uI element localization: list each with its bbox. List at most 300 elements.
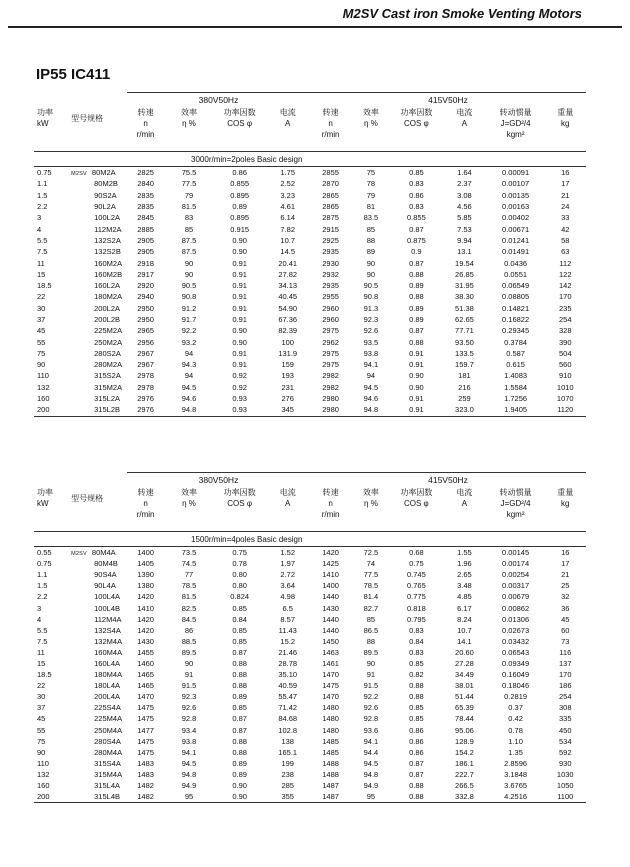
cell-efficiency-415: 93.8 (363, 348, 379, 358)
cell-efficiency-380: 94.8 (181, 769, 197, 779)
cell-speed-415: 2980 (322, 394, 339, 404)
cell-powerfactor-380: 0.91 (232, 269, 247, 279)
cell-current-415: 323.0 (455, 405, 474, 415)
cell-current-380: 4.98 (280, 592, 296, 602)
cell-powerfactor-380: 0.89 (232, 202, 247, 212)
cell-motor-type: 315L2A (94, 394, 120, 404)
cell-speed-380: 2825 (137, 168, 154, 178)
col-speed-380-header (127, 487, 164, 532)
cell-current-380: 14.5 (280, 247, 296, 257)
cell-speed-380: 1405 (137, 559, 154, 569)
cell-motor-type: 112M2A (94, 224, 122, 234)
cell-efficiency-380: 93.8 (181, 736, 197, 746)
col-powerfactor-380-header (214, 107, 266, 152)
cell-power-kw: 75 (37, 348, 46, 358)
cell-efficiency-380: 81.5 (181, 592, 197, 602)
cell-efficiency-380: 94.6 (181, 394, 197, 404)
col-powerfactor-415-header-line: 功率因数 (400, 488, 433, 497)
cell-weight: 390 (559, 337, 572, 347)
cell-current-380: 1.75 (280, 168, 296, 178)
voltage-380-label: 380V50Hz (127, 473, 310, 488)
table-row (34, 791, 586, 803)
cell-efficiency-415: 75 (366, 168, 376, 178)
col-current-415-header (442, 107, 486, 152)
table-bottom-rule-cell (34, 803, 586, 805)
cell-powerfactor-415: 0.85 (409, 168, 424, 178)
col-current-415-header-line: A (461, 119, 468, 128)
table-row (34, 614, 586, 625)
cell-current-380: 3.64 (280, 581, 296, 591)
table-4pole (34, 472, 586, 804)
table-row (34, 591, 586, 602)
cell-inertia: 0.06549 (502, 281, 530, 291)
table-row (34, 569, 586, 580)
cell-motor-type (69, 547, 127, 559)
cell-speed-380: 2950 (137, 303, 154, 313)
cell-powerfactor-415: 0.91 (409, 394, 424, 404)
col-powerfactor-380-header-line: COS φ (227, 119, 253, 128)
cell-weight: 24 (561, 202, 570, 212)
cell-efficiency-415: 88 (366, 235, 376, 245)
cell-powerfactor-415: 0.85 (409, 714, 424, 724)
cell-speed-380: 1420 (137, 614, 154, 624)
cell-speed-380: 2976 (137, 405, 154, 415)
cell-current-380: 2.52 (280, 179, 296, 189)
cell-motor-type: 225M4A (94, 714, 123, 724)
cell-speed-415: 1487 (322, 781, 339, 791)
title-divider (8, 26, 622, 28)
table-row (34, 558, 586, 569)
col-type-header-line: 型号规格 (71, 114, 104, 123)
cell-speed-415: 2865 (322, 202, 339, 212)
cell-current-415: 34.49 (455, 670, 474, 680)
cell-efficiency-380: 87.5 (181, 247, 197, 257)
cell-current-380: 34.13 (278, 281, 298, 291)
cell-current-415: 27.28 (455, 658, 474, 668)
col-speed-380-header-line: n (143, 119, 148, 128)
cell-efficiency-380: 89.5 (181, 647, 197, 657)
table-row (34, 636, 586, 647)
cell-current-380: 71.42 (278, 703, 298, 713)
cell-efficiency-415: 89 (366, 247, 376, 257)
cell-speed-415: 2975 (322, 326, 339, 336)
cell-inertia: 0.00174 (502, 559, 530, 569)
cell-power-kw: 22 (37, 681, 46, 691)
cell-speed-415: 2935 (322, 281, 339, 291)
cell-powerfactor-415: 0.88 (409, 269, 424, 279)
cell-current-380: 231 (281, 382, 294, 392)
cell-speed-380: 2956 (137, 337, 154, 347)
cell-speed-380: 1455 (137, 647, 154, 657)
col-inertia-header (487, 107, 545, 152)
col-efficiency-380-header (164, 487, 214, 532)
cell-speed-415: 1470 (322, 670, 339, 680)
col-speed-380-header (127, 107, 164, 152)
cell-inertia: 4.2516 (504, 792, 528, 802)
cell-speed-380: 1460 (137, 658, 154, 668)
cell-powerfactor-380: 0.91 (232, 292, 247, 302)
cell-current-380: 1.97 (280, 559, 296, 569)
cell-motor-type: 280M4A (94, 747, 123, 757)
cell-powerfactor-415: 0.86 (409, 725, 424, 735)
cell-powerfactor-380: 0.88 (232, 736, 247, 746)
cell-inertia: 0.2819 (504, 692, 528, 702)
cell-weight: 235 (559, 303, 572, 313)
cell-powerfactor-380: 0.86 (232, 168, 247, 178)
cell-efficiency-380: 94.8 (181, 405, 197, 415)
cell-powerfactor-415: 0.83 (409, 179, 424, 189)
col-powerfactor-380-header-line: 功率因数 (223, 488, 256, 497)
cell-current-380: 355 (281, 792, 294, 802)
cell-weight: 254 (559, 315, 572, 324)
cell-powerfactor-415: 0.82 (409, 670, 424, 680)
cell-efficiency-415: 83.5 (363, 213, 379, 223)
col-efficiency-380-header-line: 效率 (181, 488, 198, 497)
col-weight-header-line: kg (561, 499, 570, 508)
cell-current-415: 20.60 (455, 647, 474, 657)
table-row (34, 336, 586, 347)
cell-powerfactor-415: 0.88 (409, 681, 424, 691)
col-efficiency-380-header-line: η % (182, 119, 196, 128)
cell-efficiency-380: 77 (184, 570, 194, 580)
cell-powerfactor-380: 0.87 (232, 714, 247, 724)
cell-motor-type: 315S4A (94, 758, 121, 768)
cell-current-415: 19.54 (455, 258, 474, 268)
cell-motor-type: 132S4A (94, 625, 121, 635)
cell-efficiency-415: 94.5 (363, 382, 379, 392)
cell-inertia: 1.10 (508, 736, 523, 746)
table-row (34, 580, 586, 591)
cell-powerfactor-380: 0.91 (232, 315, 247, 324)
cell-efficiency-380: 84.5 (181, 614, 197, 624)
cell-power-kw: 37 (37, 703, 46, 713)
cell-efficiency-415: 90 (366, 269, 376, 279)
cell-powerfactor-380: 0.85 (232, 625, 247, 635)
cell-current-380: 7.82 (280, 224, 296, 234)
cell-speed-415: 1488 (322, 758, 339, 768)
cell-speed-415: 2960 (322, 303, 339, 313)
cell-efficiency-380: 73.5 (181, 548, 197, 558)
col-speed-415-header (310, 107, 351, 152)
cell-speed-415: 1463 (322, 647, 339, 657)
cell-powerfactor-415: 0.745 (406, 570, 426, 580)
cell-current-415: 38.30 (455, 292, 474, 302)
cell-efficiency-415: 93.6 (363, 725, 379, 735)
cell-motor-type: 80M4B (94, 559, 118, 569)
cell-powerfactor-380: 0.90 (232, 326, 247, 336)
cell-motor-type: 225S4A (94, 703, 121, 713)
cell-current-415: 6.17 (457, 603, 472, 613)
cell-inertia: 0.14821 (502, 303, 530, 313)
cell-weight: 910 (559, 371, 572, 381)
cell-inertia: 0.00671 (502, 224, 530, 234)
col-current-380-header (266, 107, 310, 152)
cell-powerfactor-380: 0.80 (232, 570, 247, 580)
cell-efficiency-380: 92.3 (181, 692, 197, 702)
cell-current-380: 102.8 (278, 725, 298, 735)
cell-powerfactor-415: 0.83 (409, 202, 424, 212)
col-weight-header-line: 重量 (557, 108, 574, 117)
cell-powerfactor-415: 0.85 (409, 658, 424, 668)
cell-motor-type: 160L4A (94, 658, 120, 668)
cell-weight: 16 (561, 548, 570, 558)
col-current-380-header-line: A (285, 119, 291, 128)
col-powerfactor-380-header-line: 功率因数 (223, 108, 256, 117)
cell-power-kw: 110 (37, 758, 49, 768)
cell-efficiency-415: 94.9 (363, 781, 379, 791)
cell-weight: 1120 (557, 405, 574, 415)
cell-speed-380: 1420 (137, 592, 154, 602)
col-inertia-header (487, 487, 545, 532)
cell-speed-415: 2932 (322, 269, 339, 279)
cell-current-415: 2.65 (457, 570, 472, 580)
cell-efficiency-380: 94.5 (181, 758, 197, 768)
cell-efficiency-380: 86 (184, 625, 194, 635)
cell-inertia: 0.37 (508, 703, 523, 713)
cell-current-415: 1.55 (457, 548, 472, 558)
col-power-header-line: kW (37, 499, 49, 508)
cell-weight: 112 (559, 258, 572, 268)
cell-power-kw: 160 (37, 394, 50, 404)
cell-powerfactor-380: 0.87 (232, 647, 247, 657)
cell-speed-380: 1390 (137, 570, 154, 580)
cell-current-380: 100 (281, 337, 294, 347)
cell-current-380: 285 (281, 781, 294, 791)
table-row (34, 167, 586, 179)
cell-powerfactor-415: 0.90 (409, 371, 424, 381)
table-row (34, 625, 586, 636)
cell-speed-415: 2982 (322, 382, 339, 392)
cell-current-415: 95.06 (455, 725, 474, 735)
cell-powerfactor-380: 0.895 (230, 213, 250, 223)
cell-current-415: 259 (458, 394, 471, 404)
col-power-header (34, 487, 69, 532)
cell-power-kw: 4 (37, 614, 42, 624)
cell-inertia: 0.00163 (502, 202, 530, 212)
cell-motor-type: 200L2B (94, 315, 120, 324)
col-speed-415-header-line: r/min (321, 130, 340, 139)
cell-powerfactor-380: 0.85 (232, 603, 247, 613)
cell-weight: 560 (559, 360, 572, 370)
col-current-415-header-line: 电流 (456, 108, 473, 117)
cell-weight: 32 (561, 592, 570, 602)
cell-weight: 122 (559, 269, 572, 279)
cell-current-415: 8.24 (457, 614, 472, 624)
col-efficiency-415-header-line: η % (364, 119, 378, 128)
cell-current-380: 40.59 (278, 681, 298, 691)
cell-powerfactor-380: 0.80 (232, 581, 247, 591)
cell-power-kw: 3 (37, 213, 42, 223)
cell-speed-380: 1483 (137, 769, 154, 779)
table-row (34, 669, 586, 680)
table-row (34, 691, 586, 702)
cell-current-380: 6.14 (280, 213, 296, 223)
cell-motor-type: 90L2A (94, 202, 116, 212)
cell-power-kw: 90 (37, 360, 46, 370)
cell-powerfactor-415: 0.89 (409, 281, 424, 291)
cell-inertia: 2.8596 (504, 758, 528, 768)
cell-powerfactor-380: 0.824 (230, 592, 250, 602)
cell-power-kw: 3 (37, 603, 42, 613)
cell-current-415: 62.65 (455, 315, 474, 324)
cell-inertia: 0.78 (508, 725, 523, 735)
cell-efficiency-380: 94.1 (181, 747, 197, 757)
col-powerfactor-415-header-line: 功率因数 (400, 108, 433, 117)
cell-speed-380: 1482 (137, 792, 154, 802)
cell-weight: 33 (561, 213, 570, 223)
cell-inertia: 1.35 (508, 747, 523, 757)
cell-efficiency-415: 77.5 (363, 570, 379, 580)
cell-weight: 328 (559, 326, 572, 336)
cell-weight: 116 (559, 647, 572, 657)
cell-efficiency-380: 75.5 (181, 168, 197, 178)
cell-motor-type: 180M4A (94, 670, 123, 680)
cell-motor-type: 280M2A (94, 360, 123, 370)
cell-powerfactor-380: 0.90 (232, 337, 247, 347)
cell-efficiency-415: 81 (366, 202, 376, 212)
cell-efficiency-380: 82.5 (181, 603, 197, 613)
cell-speed-380: 2967 (137, 348, 154, 358)
cell-weight: 308 (559, 703, 572, 713)
cell-current-415: 128.9 (455, 736, 474, 746)
table-row (34, 348, 586, 359)
cell-weight: 42 (561, 224, 570, 234)
col-speed-380-header-line: 转速 (137, 488, 154, 497)
section-title-spacer (34, 152, 127, 167)
cell-speed-380: 2965 (137, 326, 154, 336)
cell-efficiency-415: 85 (366, 224, 376, 234)
cell-efficiency-380: 90 (184, 658, 194, 668)
cell-weight: 58 (561, 235, 570, 245)
cell-speed-415: 2982 (322, 371, 339, 381)
cell-current-380: 276 (281, 394, 294, 404)
cell-speed-380: 2885 (137, 224, 154, 234)
cell-speed-415: 1410 (322, 570, 339, 580)
cell-efficiency-415: 92.6 (363, 326, 379, 336)
cell-current-415: 4.56 (457, 202, 472, 212)
cell-inertia: 0.29345 (502, 326, 530, 336)
cell-efficiency-415: 89.5 (363, 647, 379, 657)
cell-speed-415: 1430 (322, 603, 339, 613)
cell-efficiency-380: 88.5 (181, 636, 197, 646)
col-speed-415-header (310, 487, 351, 532)
cell-speed-415: 1487 (322, 792, 339, 802)
cell-current-380: 238 (281, 769, 294, 779)
cell-speed-380: 1477 (137, 725, 154, 735)
col-speed-415-header-line: 转速 (322, 488, 339, 497)
cell-speed-415: 1400 (322, 581, 339, 591)
cell-weight: 1070 (556, 394, 574, 404)
cell-current-415: 181 (458, 371, 471, 381)
cell-power-kw: 1.1 (37, 570, 48, 580)
cell-current-380: 2.72 (280, 570, 296, 580)
col-efficiency-415-header (351, 107, 390, 152)
cell-powerfactor-380: 0.92 (232, 371, 247, 381)
voltage-row (34, 473, 586, 488)
col-power-header-line: 功率 (37, 488, 53, 497)
cell-speed-380: 2978 (137, 382, 154, 392)
cell-speed-380: 2835 (137, 202, 154, 212)
col-type-header-line: 型号规格 (71, 494, 104, 503)
cell-motor-type: 315M2A (94, 382, 123, 392)
cell-efficiency-380: 78.5 (181, 581, 197, 591)
cell-powerfactor-380: 0.88 (232, 658, 247, 668)
cell-current-380: 55.47 (278, 692, 298, 702)
cell-inertia: 0.09349 (502, 658, 530, 668)
cell-motor-type: 250M4A (94, 725, 123, 735)
table-row (34, 212, 586, 223)
cell-weight: 534 (559, 736, 572, 746)
cell-efficiency-415: 92.3 (363, 315, 379, 324)
cell-inertia: 0.03432 (502, 636, 530, 646)
cell-powerfactor-415: 0.85 (409, 703, 424, 713)
cell-motor-type: 180L4A (94, 681, 120, 691)
col-weight-header-line: kg (561, 119, 570, 128)
section-title-row (34, 152, 586, 167)
cell-current-415: 4.85 (457, 592, 472, 602)
cell-powerfactor-415: 0.86 (409, 190, 424, 200)
cell-efficiency-380: 94 (184, 371, 194, 381)
cell-speed-380: 1482 (137, 781, 154, 791)
cell-current-415: 31.95 (455, 281, 474, 291)
cell-speed-380: 2950 (137, 315, 154, 324)
cell-motor-type: 112M4A (94, 614, 122, 624)
cell-efficiency-415: 78 (366, 179, 376, 189)
table-row (34, 602, 586, 613)
cell-powerfactor-415: 0.87 (409, 224, 424, 234)
cell-powerfactor-415: 0.88 (409, 781, 424, 791)
col-efficiency-415-header (351, 487, 390, 532)
cell-efficiency-380: 91.5 (181, 681, 197, 691)
cell-power-kw: 160 (37, 781, 50, 791)
cell-inertia: 0.01306 (502, 614, 530, 624)
cell-current-380: 3.23 (280, 190, 296, 200)
series-prefix: M2SV (71, 171, 87, 178)
cell-efficiency-415: 91.3 (363, 303, 379, 313)
cell-power-kw: 110 (37, 371, 49, 381)
protection-class: IP55 IC411 (36, 66, 111, 83)
table-bottom-rule (34, 803, 586, 805)
cell-weight: 1010 (556, 382, 574, 392)
table-row (34, 257, 586, 268)
cell-weight: 1030 (556, 769, 574, 779)
cell-powerfactor-415: 0.795 (406, 614, 426, 624)
cell-efficiency-415: 92.2 (363, 692, 379, 702)
cell-powerfactor-380: 0.90 (232, 235, 247, 245)
cell-speed-415: 1440 (322, 592, 339, 602)
section-title-spacer (34, 532, 127, 547)
col-power-header-line: 功率 (37, 108, 53, 117)
cell-inertia: 0.00679 (502, 592, 530, 602)
cell-speed-380: 2845 (137, 213, 154, 223)
cell-current-380: 6.5 (282, 603, 293, 613)
cell-inertia: 3.1848 (504, 769, 528, 779)
cell-current-380: 138 (281, 736, 294, 746)
cell-powerfactor-380: 0.855 (230, 179, 250, 189)
cell-motor-type: 180M2A (94, 292, 123, 302)
cell-speed-415: 2975 (322, 348, 339, 358)
table-row (34, 736, 586, 747)
cell-power-kw: 11 (37, 647, 45, 657)
cell-efficiency-415: 92.8 (363, 714, 379, 724)
cell-current-380: 82.39 (278, 326, 298, 336)
cell-efficiency-380: 90 (184, 269, 194, 279)
cell-inertia: 0.08805 (502, 292, 530, 302)
cell-weight: 21 (561, 190, 570, 200)
cell-speed-380: 1483 (137, 758, 154, 768)
table-row (34, 201, 586, 212)
cell-powerfactor-380: 0.93 (232, 394, 247, 404)
